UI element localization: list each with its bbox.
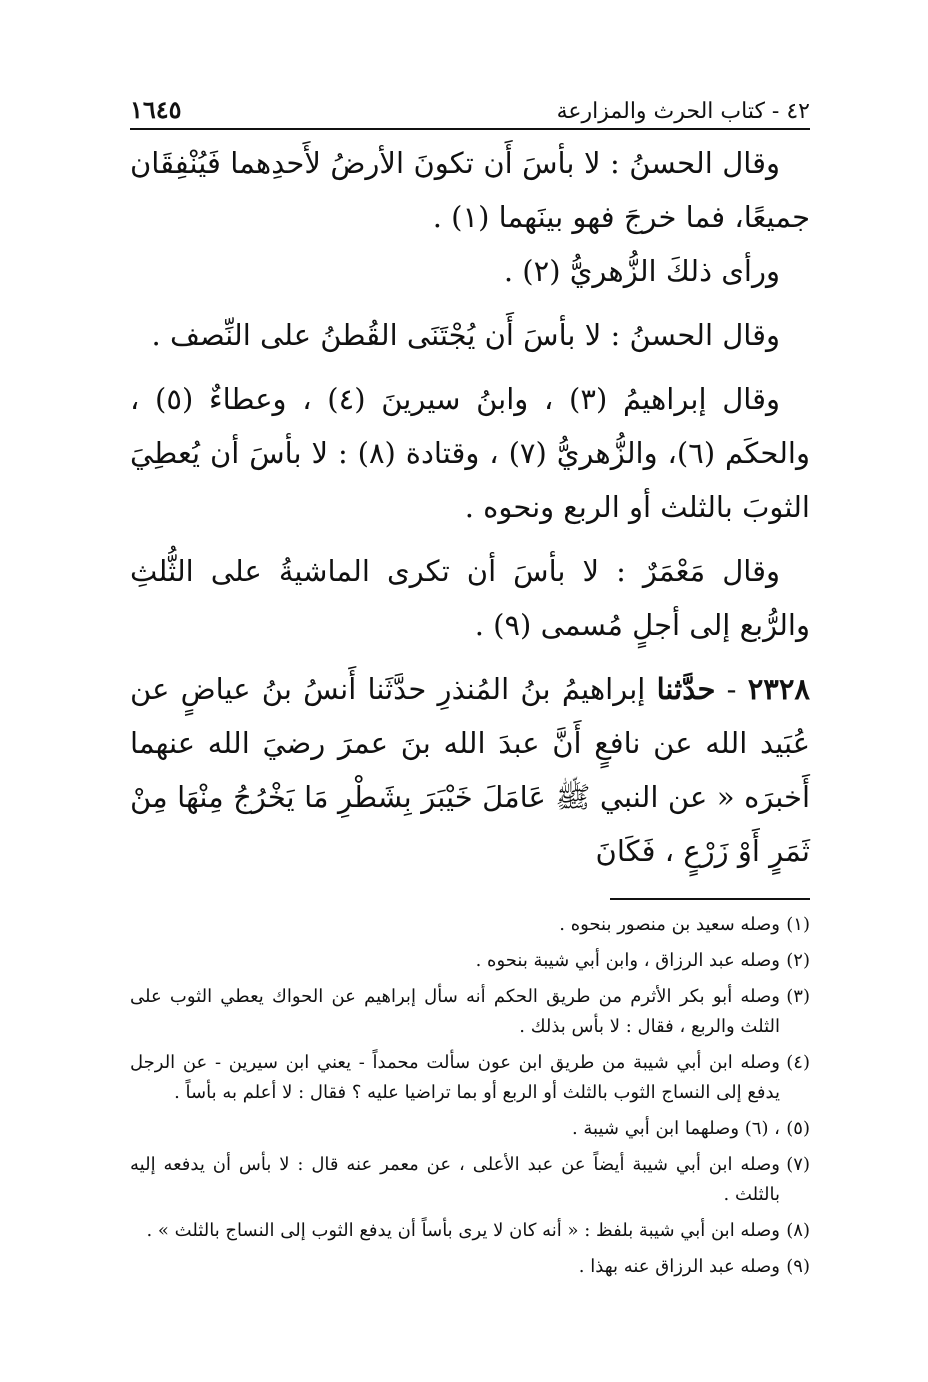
main-text: [130, 136, 810, 878]
footnote-number: (١): [786, 914, 810, 935]
footnote-number: (٧): [786, 1154, 810, 1175]
footnote-text: وصله أبو بكر الأثرم من طريق الحكم أنه سأل إبراهيم عن الحواك يعطي الثوب على الثلث والربع ، فقال : لا بأس بذلك .: [130, 986, 780, 1037]
footnote-number: (٢): [786, 950, 810, 971]
footnote-item: [130, 910, 810, 940]
footnote-number: (٨): [786, 1220, 810, 1241]
footnotes: [130, 910, 810, 1282]
footnote-number: (٥): [786, 1118, 810, 1139]
footnote-text: وصله ابن أبي شيبة بلفظ : « أنه كان لا يرى بأساً أن يدفع الثوب إلى النساج بالثلث » .: [146, 1220, 780, 1241]
footnote-text: ، (٦) وصلهما ابن أبي شيبة .: [571, 1118, 780, 1139]
footnote-item: [130, 946, 810, 976]
page-number: ١٦٤٥: [130, 95, 182, 124]
hadith-text: إبراهيمُ بنُ المُنذرِ حدَّثَنا أَنسُ بنُ عياضٍ عن عُبَيد الله عن نافعٍ أَنَّ عبدَ الله بنَ عمرَ رضيَ الله عنهما أَخبرَه « عن النبي ﷺ عَامَلَ خَيْبَرَ بِشَطْرِ مَا يَخْرُجُ مِنْهَا مِنْ ثَمَرٍ أَوْ زَرْعٍ ، فَكَانَ: [130, 672, 810, 868]
hadith-paragraph: [130, 662, 810, 878]
footnote-text: وصله سعيد بن منصور بنحوه .: [559, 914, 780, 935]
chapter-title: ٤٢ - كتاب الحرث والمزارعة: [556, 99, 810, 124]
footnote-text: وصله ابن أبي شيبة من طريق ابن عون سألت محمداً - يعني ابن سيرين - عن الرجل يدفع إلى النساج الثوب بالثلث أو الربع أو بما تراضيا عليه ؟ فقال : لا أعلم به بأساً .: [130, 1052, 780, 1103]
book-page: [130, 84, 810, 1288]
paragraph: وقال الحسنُ : لا بأسَ أَن تكونَ الأرضُ لأَحدِهما فَيُنْفِقَان جميعًا، فما خرجَ فهو بينَهما (١) .: [130, 146, 810, 234]
hadith-number: ٢٣٢٨: [747, 672, 810, 706]
header-rule: [130, 128, 810, 130]
footnote-number: (٤): [786, 1052, 810, 1073]
footnote-item: [130, 1252, 810, 1282]
paragraph: وقال إبراهيمُ (٣) ، وابنُ سيرينَ (٤) ، وعطاءٌ (٥) ، والحكَم (٦)، والزُّهريُّ (٧) ، وقتادة (٨) : لا بأسَ أن يُعطِيَ الثوبَ بالثلث أو الربع ونحوه .: [130, 382, 810, 524]
hadith-haddathana: حدَّثنا: [656, 672, 716, 706]
paragraph: ورأى ذلكَ الزُّهريُّ (٢) .: [503, 254, 780, 288]
footnote-item: [130, 1114, 810, 1144]
footnote-text: وصله عبد الرزاق عنه بهذا .: [578, 1256, 780, 1277]
footnote-number: (٣): [786, 986, 810, 1007]
footnote-item: [130, 1150, 810, 1210]
footnote-item: [130, 1216, 810, 1246]
footnote-item: [130, 1048, 810, 1108]
footnote-text: وصله عبد الرزاق ، وابن أبي شيبة بنحوه .: [475, 950, 780, 971]
footnote-number: (٩): [786, 1256, 810, 1277]
footnote-text: وصله ابن أبي شيبة أيضاً عن عبد الأعلى ، عن معمر عنه قال : لا بأس أن يدفعه إليه بالثلث .: [130, 1154, 780, 1205]
paragraph: وقال الحسنُ : لا بأسَ أَن يُجْتَنَى القُطنُ على النِّصف .: [151, 318, 780, 352]
paragraph: وقال مَعْمَرٌ : لا بأسَ أن تكرى الماشيةُ على الثُّلثِ والرُّبع إلى أجلٍ مُسمى (٩) .: [130, 554, 810, 642]
hadith-dash: -: [715, 672, 748, 706]
footnote-rule: [610, 898, 810, 900]
page-header: [130, 84, 810, 124]
footnote-item: [130, 982, 810, 1042]
